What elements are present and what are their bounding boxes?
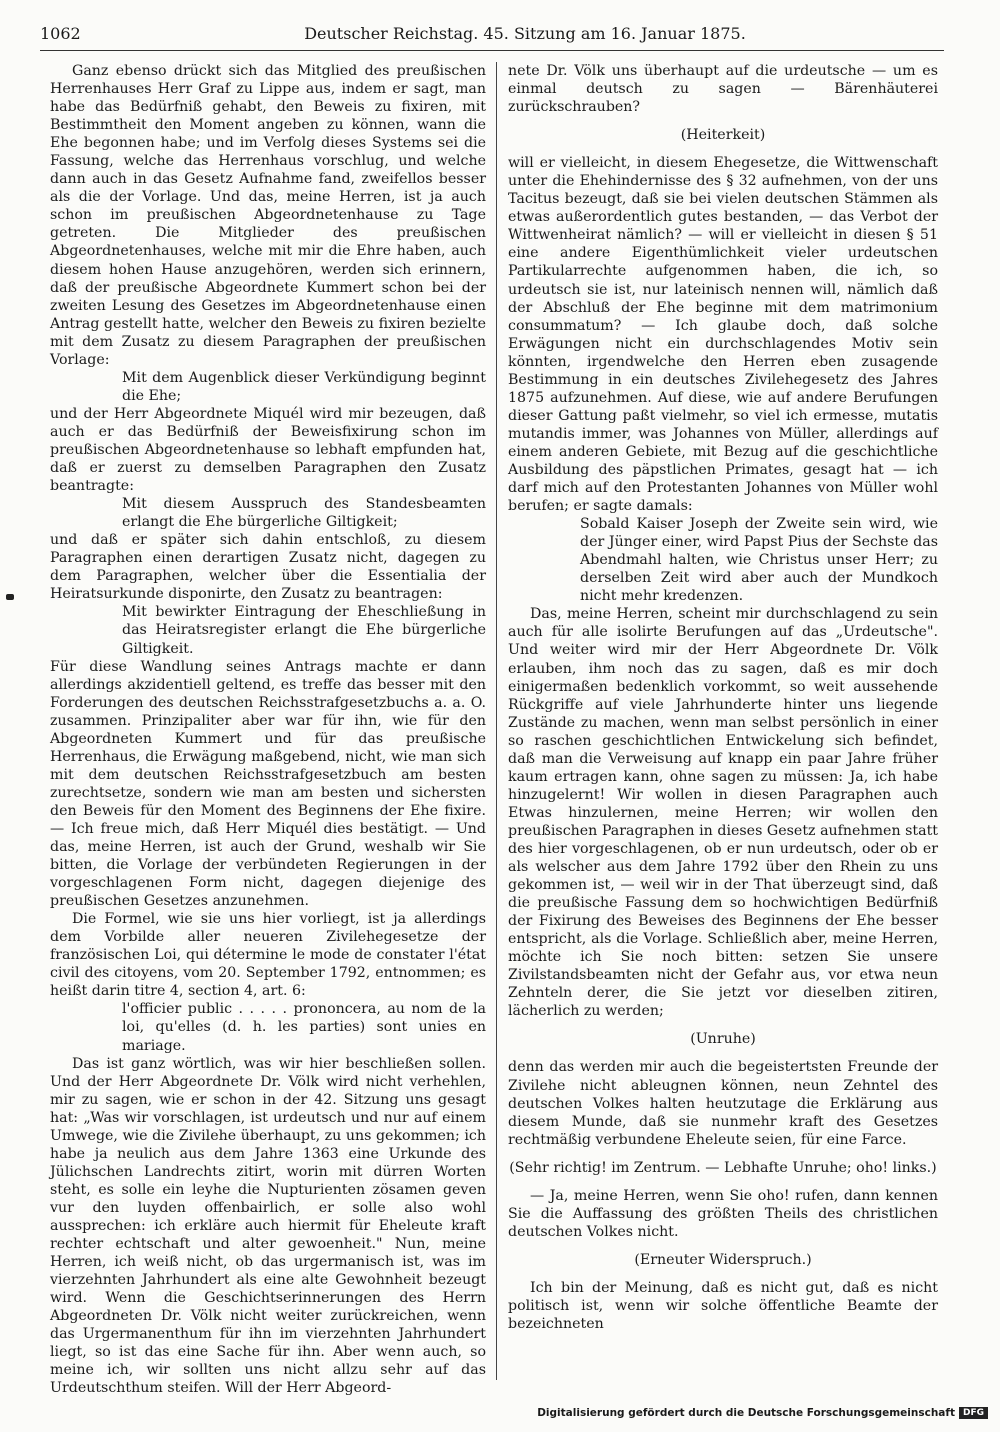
paragraph: nete Dr. Völk uns überhaupt auf die urdeutsche — um es einmal deutsch zu sagen — Bärenhäuterei zurückschrauben? bbox=[508, 63, 938, 116]
quoted-passage: Mit bewirkter Eintragung der Eheschließung in das Heiratsregister erlangt die Ehe bürgerliche Giltigkeit. bbox=[122, 604, 486, 657]
margin-mark bbox=[6, 594, 14, 600]
dfg-logo: DFG bbox=[959, 1407, 988, 1419]
stage-direction: (Unruhe) bbox=[690, 1031, 756, 1048]
quoted-passage: l'officier public . . . . . prononcera, au nom de la loi, qu'elles (d. h. les parties) sont unies en mariage. bbox=[122, 1001, 486, 1054]
stage-direction: (Erneuter Widerspruch.) bbox=[634, 1251, 812, 1268]
quoted-passage: Sobald Kaiser Joseph der Zweite sein wird, wie der Jünger einer, wird Papst Pius der Sechste das Abendmahl halten, wie Christus unser Herr; zu derselben Zeit wird aber auch der Mundkoch nicht mehr kredenzen. bbox=[580, 516, 938, 605]
funding-note: Digitalisierung gefördert durch die Deutsche Forschungsgemeinschaft bbox=[537, 1407, 955, 1419]
paragraph: Für diese Wandlung seines Antrags machte er dann allerdings akzidentiell geltend, es treffe das besser mit den Forderungen des deutschen Reichsstrafgesetzbuchs a. a. O. zusammen. Prinzipaliter aber war für ihn, wie für den Abgeordneten Kummert und für das preußische Herrenhaus, die Erwägung maßgebend, nicht, wie man sich mit dem deutschen Reichsstrafgesetzbuch am besten zurechtsetze, sondern wie man am besten und sichersten den Beweis für den Moment des Beginnens der Ehe fixire. — Ich freue mich, daß Herr Miquél dies bestätigt. — Und das, meine Herren, ist auch der Grund, weshalb wir Sie bitten, die Vorlage der verbündeten Regierungen in der vorgeschlagenen Form nicht, dagegen diejenige des preußischen Gesetzes anzunehmen. bbox=[50, 658, 486, 910]
stage-direction: (Sehr richtig! im Zentrum. — Lebhafte Unruhe; oho! links.) bbox=[509, 1159, 937, 1176]
paragraph: Das, meine Herren, scheint mir durchschlagend zu sein auch für alle isolirte Berufungen auf das „Urdeutsche". Und weiter wird mir der Herr Abgeordnete Dr. Völk erlauben, ihm noch das zu sagen, daß es mir doch einigermaßen bedenklich vorkommt, so weit aussehende Rückgriffe auf viele Jahrhunderte hinter uns liegende Zustände zu machen, wenn man selbst persönlich in einer so raschen geschichtlichen Entwickelung sich befindet, daß man die Verweisung auf knapp ein paar Jahre früher kaum ertragen kann, ohne sagen zu müssen: Ja, ich habe hinzugelernt! Wir wollen in diesen Paragraphen auch Etwas hinzulernen, meine Herren; wir wollen den preußischen Paragraphen in dieses Gesetz aufnehmen statt des hier vorgeschlagenen, ob er nun urdeutsch, oder ob er als welscher aus dem Jahre 1792 über den Rhein zu uns gekommen ist, — weil wir in der That überzeugt sind, daß die preußische Fassung dem so hochwichtigen Bedürfniß der Fixirung des Beweises des Beginnens der Ehe besser entspricht, als die Vorlage. Schließlich aber, meine Herren, möchte ich Sie noch bitten: setzen Sie unsere Zivilstandsbeamten nicht der Gefahr aus, vor etwa neun Zehnteln derer, die Sie jetzt vor dieselben zitiren, lächerlich zu werden; bbox=[508, 606, 938, 1020]
page-header bbox=[40, 24, 940, 46]
footer bbox=[537, 1404, 988, 1422]
paragraph: will er vielleicht, in diesem Ehegesetze, die Wittwenschaft unter die Ehehindernisse des § 32 aufnehmen, von der uns Tacitus bezeugt, daß sie bei vielen deutschen Stämmen als etwas außerordentlich gutes bestanden, — das Verbot der Wittwenheirat nämlich? — will er vielleicht in diesen § 51 eine andere Eigenthümlichkeit vieler urdeutschen Partikularrechte aufgenommen haben, die ich, so urdeutsch sie ist, nur lateinisch nennen will, nämlich daß der Abschluß der Ehe beginne mit dem matrimonium consummatum? — Ich glaube doch, daß solche Erwägungen nicht ein durchschlagendes Motiv sein könnten, irgendwelche den Herren eben zusagende Bestimmung in ein deutsches Zivilehegesetz des Jahres 1875 aufzunehmen. Auf diese, wie auf andere Berufungen dieser Gattung paßt vielmehr, so viel ich ermesse, mutatis mutandis immer, was Johannes von Müller, allerdings auf einem anderen Gebiete, mit Bezug auf die geschichtliche Ausbildung des päpstlichen Primates, gesagt hat — ich darf mich auf den Protestanten Johannes von Müller wohl berufen; er sagte damals: bbox=[508, 155, 938, 515]
paragraph: — Ja, meine Herren, wenn Sie oho! rufen, dann kennen Sie die Auffassung des größten Theils des christlichen deutschen Volkes nicht. bbox=[508, 1187, 938, 1240]
quoted-passage: Mit diesem Ausspruch des Standesbeamten erlangt die Ehe bürgerliche Giltigkeit; bbox=[122, 496, 486, 531]
paragraph: Das ist ganz wörtlich, was wir hier beschließen sollen. Und der Herr Abgeordnete Dr. Völk wird nicht verhehlen, mir zu sagen, wie er schon in der 42. Sitzung uns gesagt hat: „Was wir vorschlagen, ist urdeutsch und nur auf einem Umwege, wie die Zivilehe überhaupt, zu uns gekommen; ich habe ja neulich aus dem Jahre 1363 eine Urkunde des Jülichschen Landrechts zitirt, worin mit dürren Worten steht, es solle ein leyhe die Nupturienten zösamen geven vur den luyden offenbairlich, er solle also wohl aussprechen: ich erkläre auch hiermit für Eheleute kraft rechter echtschaft und alter gewoenheit." Nun, meine Herren, ich weiß nicht, ob das urgermanisch ist, was im vierzehnten Jahrhundert als eine alte Gewohnheit bezeugt wird. Wenn die Geschichtserinnerungen des Herrn Abgeordneten Dr. Völk nicht weiter zurückreichen, wenn das Urgermanenthum für ihn im vierzehnten Jahrhundert liegt, so ist das eine Sache für ihn. Aber wenn auch, so meine ich, wir sollten uns nicht allzu sehr auf das Urdeutschthum steifen. Will der Herr Abgeord- bbox=[50, 1055, 486, 1397]
page-number: 1062 bbox=[40, 24, 81, 43]
paragraph: Ganz ebenso drückt sich das Mitglied des preußischen Herrenhauses Herr Graf zu Lippe aus, indem er sagt, man habe das Bedürfniß gehabt, den Beweis zu fixiren, mit Bestimmtheit den Moment angeben zu können, wann die Ehe begonnen habe; und im Verfolg dieses Systems sei die Fassung, welche das Herrenhaus vorschlug, und welche dann auch in das Gesetz Aufnahme fand, zweifellos besser als die der Vorlage. Und das, meine Herren, ist ja auch schon im preußischen Abgeordnetenhause zu Tage getreten. Die Mitglieder des preußischen Abgeordnetenhauses, welche mit mir die Ehre haben, auch diesem hohen Hause anzugehören, werden sich erinnern, daß der preußische Abgeordnete Kummert schon bei der zweiten Lesung des Gesetzes im Abgeordnetenhause einen Antrag gestellt hatte, welcher den Beweis zu fixiren bezielte mit dem Zusatz zu diesem Paragraphen der preußischen Vorlage: bbox=[50, 63, 486, 368]
paragraph: und daß er später sich dahin entschloß, zu diesem Paragraphen einen derartigen Zusatz nicht, dagegen zu dem Paragraphen, welcher über die Essentialia der Heiratsurkunde disponirte, den Zusatz zu beantragen: bbox=[50, 532, 486, 603]
stage-direction: (Heiterkeit) bbox=[680, 127, 766, 144]
header-rule bbox=[40, 50, 944, 51]
column-divider bbox=[496, 62, 497, 1380]
paragraph: und der Herr Abgeordnete Miquél wird mir bezeugen, daß auch er das Bedürfniß der Beweisfixirung schon im preußischen Abgeordnetenhause so lebhaft empfunden hat, daß er zuerst zu demselben Paragraphen den Zusatz beantragte: bbox=[50, 405, 486, 495]
paragraph: denn das werden mir auch die begeistertsten Freunde der Zivilehe nicht ableugnen können, neun Zehntel des deutschen Volkes halten heutzutage die Erklärung aus diesem Munde, daß sie nunmehr kraft des Gesetzes rechtmäßig verbundene Eheleute seien, für eine Farce. bbox=[508, 1059, 938, 1148]
paragraph: Die Formel, wie sie uns hier vorliegt, ist ja allerdings dem Vorbilde aller neueren Zivilehegesetze der französischen Loi, qui détermine le mode de constater l'état civil des citoyens, vom 20. September 1792, entnommen; es heißt darin titre 4, section 4, art. 6: bbox=[50, 911, 486, 1000]
page-title: Deutscher Reichstag. 45. Sitzung am 16. Januar 1875. bbox=[304, 24, 746, 43]
left-column bbox=[50, 62, 486, 1397]
paragraph: Ich bin der Meinung, daß es nicht gut, daß es nicht politisch ist, wenn wir solche öffentliche Beamte der bezeichneten bbox=[508, 1279, 938, 1333]
right-column bbox=[508, 62, 938, 1333]
quoted-passage: Mit dem Augenblick dieser Verkündigung beginnt die Ehe; bbox=[122, 369, 486, 404]
